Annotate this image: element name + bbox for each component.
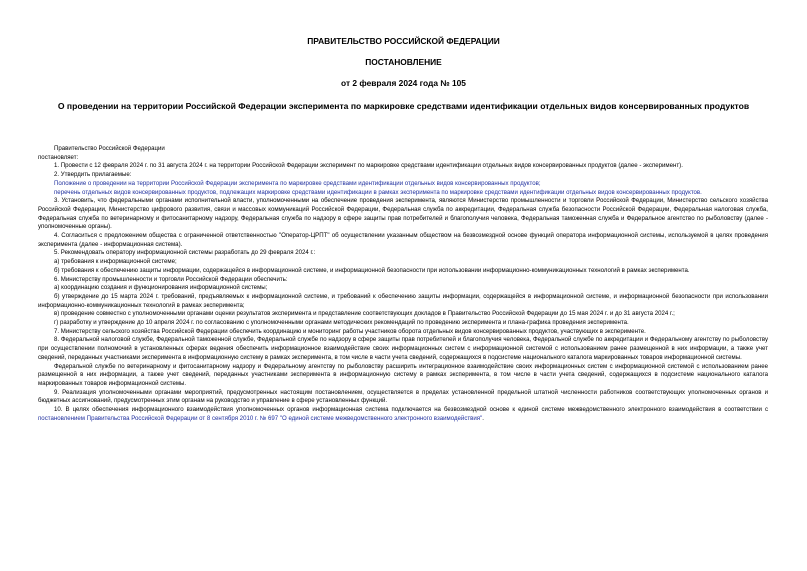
document-title: О проведении на территории Российской Федерации эксперимента по маркировке средствами идентификации отдельных видов консервированных продуктов	[57, 101, 750, 111]
paragraph: г) разработку и утверждение до 10 апреля 2024 г. по согласованию с уполномоченными органами методических рекомендаций по проведению эксперимента и плана-графика проведения эксперимента.	[54, 319, 629, 327]
paragraph: Правительство Российской Федерации	[54, 145, 165, 152]
paragraph: 6. Министерству промышленности и торговли Российской Федерации обеспечить:	[54, 275, 288, 283]
paragraph-text: 10. В целях обеспечения информационного взаимодействия уполномоченных органов информационная система подключается на безвозмездной основе к единой системе межведомственного электронного взаимодействия в соответствии с	[54, 406, 768, 414]
paragraph: 7. Министерству сельского хозяйства Российской Федерации обеспечить координацию и мониторинг работы участников оборота отдельных видов консервированных продуктов, участвующих в эксперименте.	[54, 327, 646, 335]
paragraph: а) требования к информационной системе;	[54, 258, 177, 266]
paragraph: б) требования к обеспечению защиты информации, содержащейся в информационной системе, и информационной безопасности при использовании информационно-коммуникационных технологий в рамках эксперимента.	[54, 266, 690, 274]
paragraph: 4. Согласиться с предложением общества с ограниченной ответственностью "Оператор-ЦРПТ" об осуществлении указанным обществом на безвозмездной основе функций оператора информационной системы, используемой в целях проведения эксперимента (далее - информационная система).	[38, 232, 768, 248]
paragraph-text-end: .	[482, 414, 484, 422]
paragraph: Федеральной службе по ветеринарному и фитосанитарному надзору и Федеральному агентству по рыболовству расширить интеграционное взаимодействие своих информационных систем с информационной системой с использованием ранее размещенной в них информации, а также учет сведений, переданных участниками эксперимента в информационную систему в рамках эксперимента, в том числе в части учета сведений, содержащихся в подсистеме национального каталога маркированных товаров информационной системы.	[38, 362, 768, 387]
paragraph: постановляет:	[38, 153, 79, 161]
document-type-heading: ПОСТАНОВЛЕНИЕ	[365, 57, 442, 67]
paragraph: 2. Утвердить прилагаемые:	[54, 171, 132, 179]
product-list-link[interactable]: перечень отдельных видов консервированных продуктов, подлежащих маркировке средствами идентификации в рамках эксперимента по маркировке средствами идентификации отдельных видов консервированных продуктов.	[54, 188, 702, 196]
document-body	[38, 145, 768, 424]
paragraph: 5. Рекомендовать оператору информационной системы разработать до 29 февраля 2024 г.:	[54, 249, 316, 257]
paragraph: в) проведение совместно с уполномоченными органами оценки результатов эксперимента и представление соответствующих докладов в Правительство Российской Федерации до 15 мая 2024 г. и до 31 августа 2024 г.;	[54, 310, 675, 318]
paragraph: 1. Провести с 12 февраля 2024 г. по 31 августа 2024 г. на территории Российской Федерации эксперимент по маркировке средствами идентификации отдельных видов консервированных продуктов (далее - эксперимент).	[54, 162, 683, 170]
paragraph: 8. Федеральной налоговой службе, Федеральной таможенной службе, Федеральной службе по надзору в сфере защиты прав потребителей и благополучия человека, Федеральной службе по аккредитации и Федеральному агентству по рыболовству при осуществлении полномочий в установленных сферах ведения обеспечить информационное взаимодействие своих информационных систем с информационной системой с использованием ранее размещенной в них информации, а также учет сведений, переданных участниками эксперимента в информационную систему в рамках эксперимента, в том числе в части учета сведений, содержащихся в подсистеме национального каталога маркированных товаров информационной системы.	[38, 336, 768, 361]
paragraph: 9. Реализация уполномоченными органами мероприятий, предусмотренных настоящим постановлением, осуществляется в пределах установленной предельной штатной численности работников соответствующих уполномоченных органов и бюджетных ассигнований, предусмотренных этим органам на руководство и управление в сфере установленных функций.	[38, 388, 768, 405]
paragraph: 3. Установить, что федеральными органами исполнительной власти, уполномоченными на обеспечение проведения эксперимента, являются Министерство промышленности и торговли Российской Федерации, Министерство сельского хозяйства Российской Федерации, Министерство цифрового развития, связи и массовых коммуникаций Российской Федерации, Федеральная служба по аккредитации, Федеральная служба безопасности Российской Федерации, Федеральная налоговая служба, Федеральная служба по ветеринарному и фитосанитарному надзору, Федеральная служба по надзору в сфере защиты прав потребителей и благополучия человека, Федеральная таможенная служба и Федеральное агентство по рыболовству (далее - уполномоченные органы).	[38, 197, 768, 231]
paragraph: а) координацию создания и функционирования информационной системы;	[54, 284, 268, 292]
paragraph: б) утверждение до 15 марта 2024 г. требований, предъявляемых к информационной системе, и требований к обеспечению защиты информации, содержащейся в информационной системе, и информационной безопасности при использовании информационно-коммуникационных технологий в рамках эксперимента;	[38, 292, 768, 309]
paragraph	[38, 406, 768, 423]
document-date-number: от 2 февраля 2024 года № 105	[341, 78, 466, 88]
government-heading: ПРАВИТЕЛЬСТВО РОССИЙСКОЙ ФЕДЕРАЦИИ	[307, 36, 500, 46]
government-decree-link[interactable]: постановлением Правительства Российской Федерации от 8 сентября 2010 г. № 697 "О единой системе межведомственного электронного взаимодействия"	[38, 414, 483, 422]
regulation-link[interactable]: Положение о проведении на территории Российской Федерации эксперимента по маркировке средствами идентификации отдельных видов консервированных продуктов;	[54, 179, 541, 187]
